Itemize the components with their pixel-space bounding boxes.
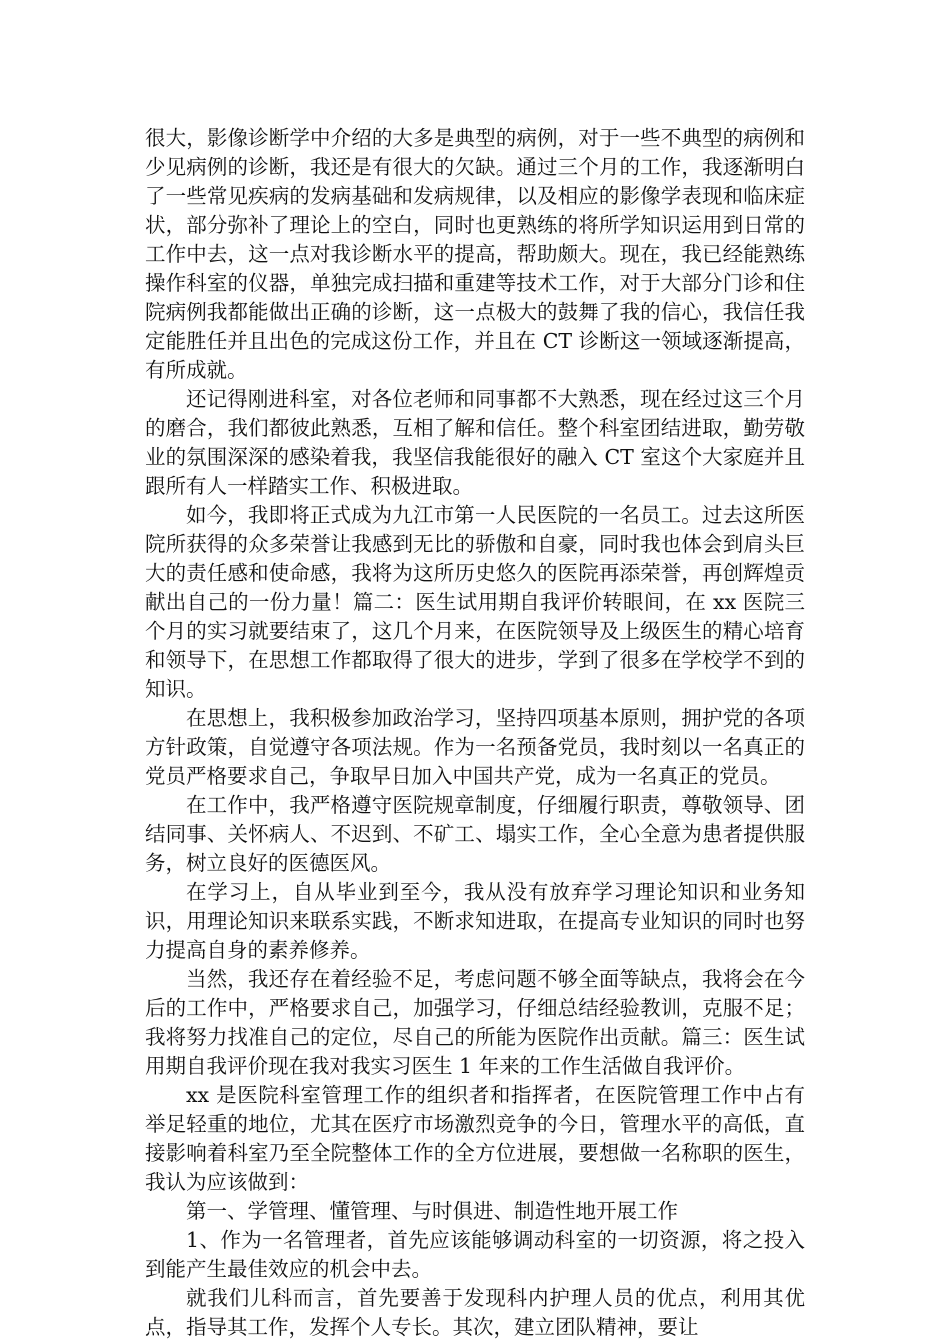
paragraph-10: 1、作为一名管理者，首先应该能够调动科室的一切资源，将之投入到能产生最佳效应的机会中去。 xyxy=(145,1228,805,1281)
paragraph-6: 在学习上，自从毕业到至今，我从没有放弃学习理论知识和业务知识，用理论知识来联系实践，不断求知进取，在提高专业知识的同时也努力提高自身的素养修养。 xyxy=(145,880,805,962)
document-body xyxy=(145,124,805,1342)
paragraph-9: 第一、学管理、懂管理、与时俱进、制造性地开展工作 xyxy=(186,1199,678,1223)
paragraph-1: 很大，影像诊断学中介绍的大多是典型的病例，对于一些不典型的病例和少见病例的诊断，我还是有很大的欠缺。通过三个月的工作，我逐渐明白了一些常见疾病的发病基础和发病规律，以及相应的影像学表现和临床症状，部分弥补了理论上的空白，同时也更熟练的将所学知识运用到日常的工作中去，这一点对我诊断水平的提高，帮助颇大。现在，我已经能熟练操作科室的仪器，单独完成扫描和重建等技术工作，对于大部分门诊和住院病例我都能做出正确的诊断，这一点极大的鼓舞了我的信心，我信任我定能胜任并且出色的完成这份工作，并且在 CT 诊断这一领域逐渐提高，有所成就。 xyxy=(145,126,805,382)
paragraph-8: xx 是医院科室管理工作的组织者和指挥者，在医院管理工作中占有举足轻重的地位，尤其在医疗市场激烈竞争的今日，管理水平的高低，直接影响着科室乃至全院整体工作的全方位进展，要想做一名称职的医生，我认为应该做到： xyxy=(145,1083,805,1194)
paragraph-5: 在工作中，我严格遵守医院规章制度，仔细履行职责，尊敬领导、团结同事、关怀病人、不迟到、不矿工、塌实工作，全心全意为患者提供服务，树立良好的医德医风。 xyxy=(145,793,805,875)
paragraph-3: 如今，我即将正式成为九江市第一人民医院的一名员工。过去这所医院所获得的众多荣誉让我感到无比的骄傲和自豪，同时我也体会到肩头巨大的责任感和使命感，我将为这所历史悠久的医院再添荣誉，再创辉煌贡献出自己的一份力量！篇二：医生试用期自我评价转眼间，在 xx 医院三个月的实习就要结束了，这几个月来，在医院领导及上级医生的精心培育和领导下，在思想工作都取得了很大的进步，学到了很多在学校学不到的知识。 xyxy=(145,503,805,701)
paragraph-11: 就我们儿科而言，首先要善于发现科内护理人员的优点，利用其优点，指导其工作，发挥个人专长。其次，建立团队精神，要让 xyxy=(145,1286,805,1339)
paragraph-4: 在思想上，我积极参加政治学习，坚持四项基本原则，拥护党的各项方针政策，自觉遵守各项法规。作为一名预备党员，我时刻以一名真正的党员严格要求自己，争取早日加入中国共产党，成为一名真正的党员。 xyxy=(145,706,805,788)
paragraph-7: 当然，我还存在着经验不足，考虑问题不够全面等缺点，我将会在今后的工作中，严格要求自己，加强学习，仔细总结经验教训，克服不足；我将努力找准自己的定位，尽自己的所能为医院作出贡献。篇三：医生试用期自我评价现在我对我实习医生 1 年来的工作生活做自我评价。 xyxy=(145,967,805,1078)
paragraph-2: 还记得刚进科室，对各位老师和同事都不大熟悉，现在经过这三个月的磨合，我们都彼此熟悉，互相了解和信任。整个科室团结进取，勤劳敬业的氛围深深的感染着我，我坚信我能很好的融入 CT 室这个大家庭并且跟所有人一样踏实工作、积极进取。 xyxy=(145,387,805,498)
